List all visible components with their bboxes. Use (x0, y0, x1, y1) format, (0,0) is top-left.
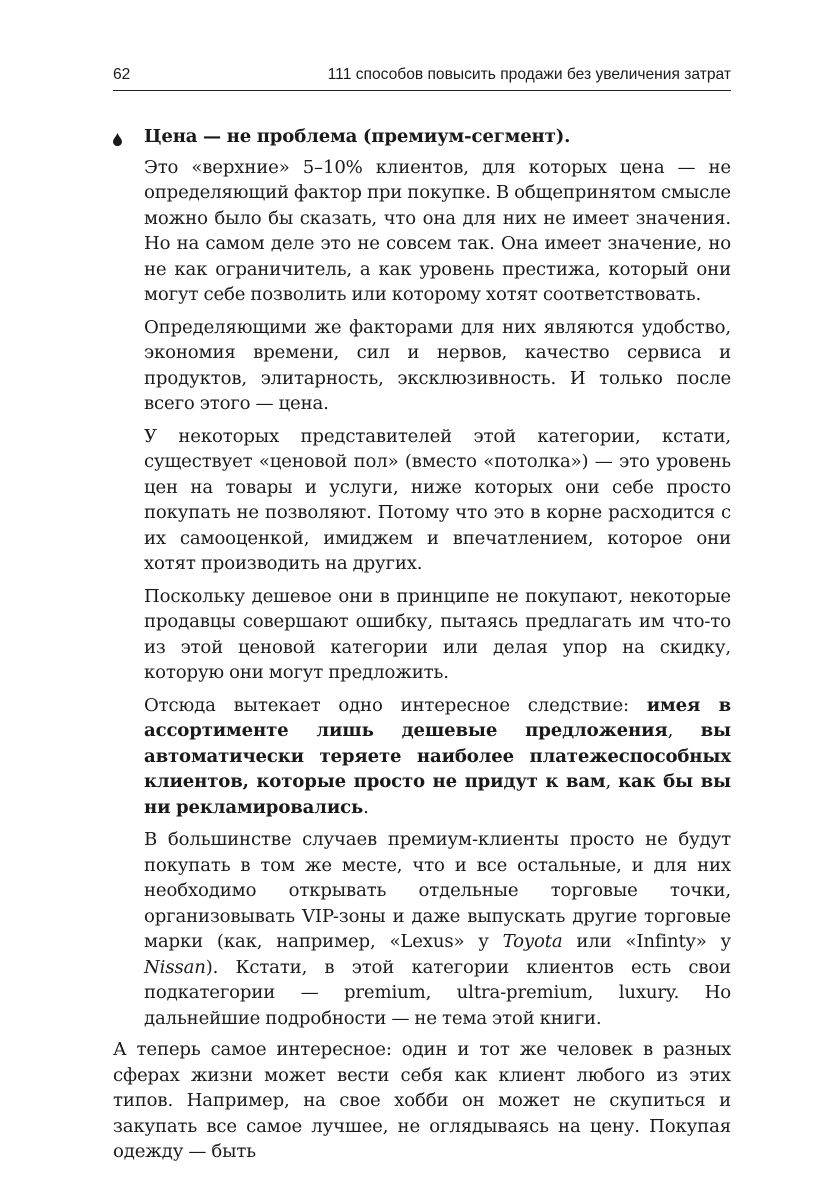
text-run: , (667, 720, 701, 741)
running-title: 111 способов повысить продажи без увеличения затрат (327, 66, 731, 83)
paragraph: Это «верхние» 5–10% клиентов, для которых цена — не определяющий фактор при покупке. В общепринятом смысле можно было бы сказать, что она для них не имеет значения. Но на самом деле это не совсем так. Она имеет значение, но не как ограничитель, а как уровень престижа, который они могут себе позволить или которому хотят соответствовать. (144, 156, 731, 305)
bullet-section-premium (113, 124, 731, 1031)
text-run: . (363, 796, 369, 818)
page-body (113, 124, 731, 1165)
paragraph: У некоторых представителей этой категории, кстати, существует «ценовой пол» (вместо «потолка») — это уровень цен на товары и услуги, ниже которых они себе просто покупать не позволяют. Потому что это в корне расходится с их самооценкой, имиджем и впечатлением, которое они хотят производить на других. (144, 425, 731, 574)
paragraph: Определяющими же факторами для них являются удобство, экономия времени, сил и нервов, качество сервиса и продуктов, элитарность, эксклюзивность. И только после всего этого — цена. (144, 316, 731, 414)
running-header (113, 64, 731, 91)
drop-bullet-icon (113, 133, 122, 146)
paragraph-with-emphasis (144, 693, 731, 821)
text-run: , (605, 771, 619, 792)
closing-paragraph: А теперь самое интересное: один и тот же человек в разных сферах жизни может вести себя как клиент любого из этих типов. Например, на свое хобби он может не скупиться и закупать все самое лучшее, не оглядываясь на цену. Покупая одежду — быть (113, 1039, 731, 1162)
italic-run: Nissan (144, 956, 206, 978)
text-run: ). Кстати, в этой категории клиентов есть свои подкатегории — premium, ultra-premium, luxury. Но дальнейшие подробности — не тема этой книги. (144, 956, 731, 1029)
bold-run: имея в ассортименте лишь дешевые предложения (144, 694, 731, 741)
page-number: 62 (113, 66, 131, 83)
bold-run: как бы вы ни рекламировались (144, 771, 731, 818)
paragraph: Поскольку дешевое они в принципе не покупают, некоторые продавцы совершают ошибку, пытаясь предлагать им что-то из этой ценовой категории или делая упор на скидку, которую они могут предложить. (144, 585, 731, 683)
text-run: Отсюда вытекает одно интересное следствие: (144, 694, 647, 716)
section-heading: Цена — не проблема (премиум-сегмент). (144, 126, 571, 147)
text-run: или «Infinty» у (562, 931, 731, 952)
paragraph-with-italics (144, 827, 731, 1031)
text-run: В большинстве случаев премиум-клиенты просто не будут покупать в том же месте, что и все остальные, и для них необходимо открывать отдельные торговые точки, организовывать VIP-зоны и даже выпускать другие торговые марки (как, например, «Lexus» у (144, 829, 731, 952)
italic-run: Toyota (502, 931, 563, 952)
bold-run: вы автоматически теряете наиболее платежеспособных клиентов, которые просто не придут к вам (144, 720, 732, 792)
